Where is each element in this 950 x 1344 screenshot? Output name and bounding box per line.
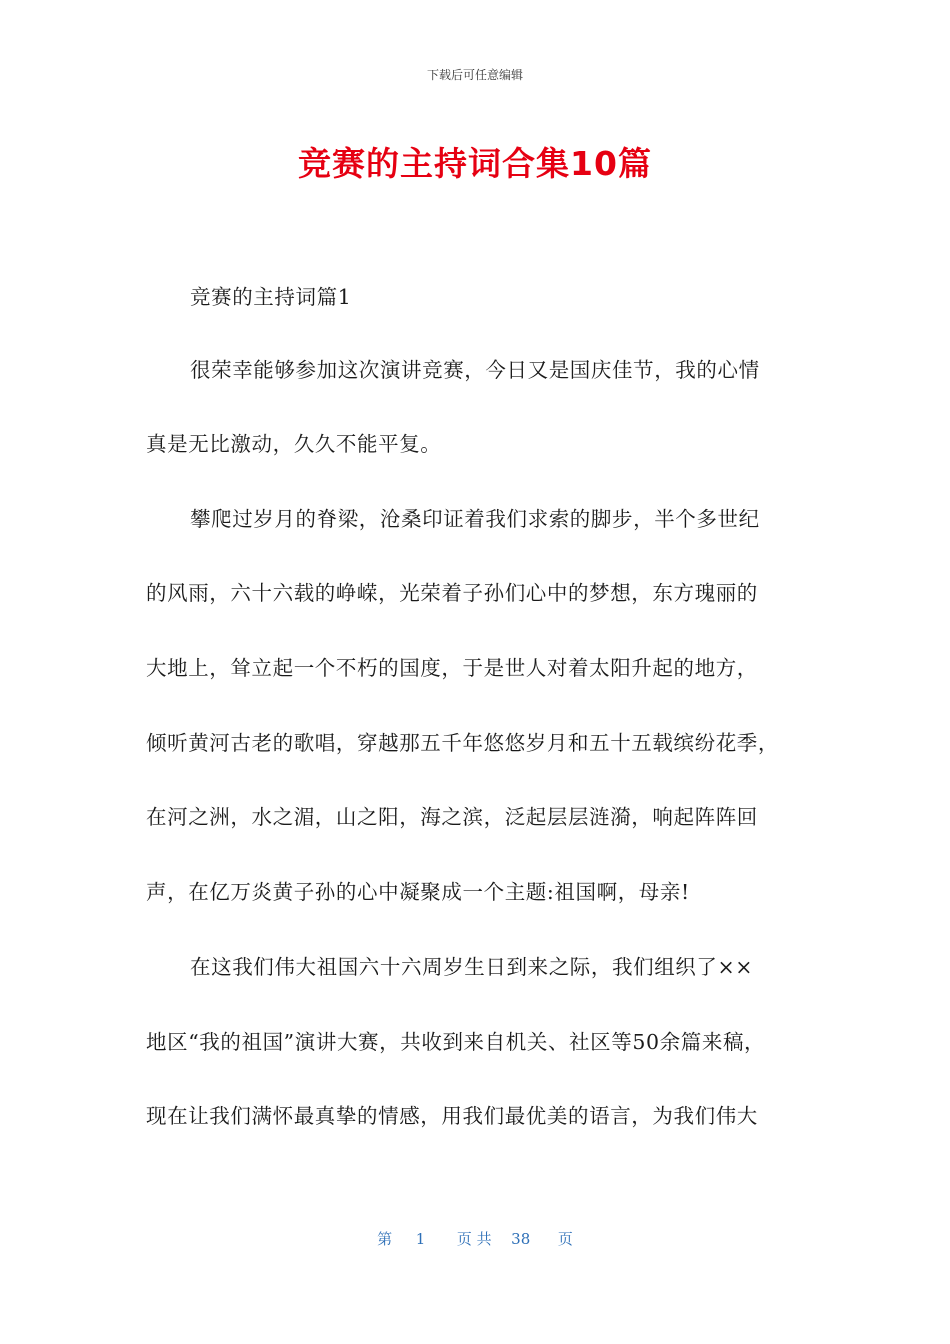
- paragraph-line: 在这我们伟大祖国六十六周岁生日到来之际，我们组织了××: [190, 955, 754, 979]
- footer-current-page: 1: [415, 1230, 426, 1248]
- paragraph-line: 声，在亿万炎黄子孙的心中凝聚成一个主题:祖国啊，母亲!: [146, 880, 690, 904]
- paragraph-line: 现在让我们满怀最真挚的情感，用我们最优美的语言，为我们伟大: [146, 1104, 758, 1128]
- paragraph-line: 真是无比激动，久久不能平复。: [146, 432, 442, 456]
- paragraph-line: 的风雨，六十六载的峥嵘，光荣着子孙们心中的梦想，东方瑰丽的: [146, 581, 758, 605]
- footer-prefix: 第: [377, 1230, 393, 1248]
- footer-total-pages: 38: [511, 1230, 531, 1248]
- header-note: 下载后可任意编辑: [426, 68, 523, 82]
- paragraph-line: 倾听黄河古老的歌唱，穿越那五千年悠悠岁月和五十五载缤纷花季，: [146, 731, 779, 755]
- page-footer: [0, 1228, 950, 1249]
- document-title: 竞赛的主持词合集10篇: [298, 144, 652, 183]
- paragraph-line: 在河之洲，水之湄，山之阳，海之滨，泛起层层涟漪，响起阵阵回: [146, 805, 758, 829]
- paragraph-line: 地区“我的祖国”演讲大赛，共收到来自机关、社区等50余篇来稿，: [146, 1030, 766, 1054]
- footer-middle: 页 共: [456, 1230, 492, 1248]
- footer-suffix: 页: [557, 1230, 573, 1248]
- paragraph-line: 攀爬过岁月的脊梁，沧桑印证着我们求索的脚步，半个多世纪: [190, 507, 760, 531]
- paragraph-line: 大地上，耸立起一个不朽的国度，于是世人对着太阳升起的地方，: [146, 656, 758, 680]
- paragraph-line: 很荣幸能够参加这次演讲竞赛，今日又是国庆佳节，我的心情: [190, 358, 760, 382]
- section-heading: 竞赛的主持词篇1: [190, 285, 352, 309]
